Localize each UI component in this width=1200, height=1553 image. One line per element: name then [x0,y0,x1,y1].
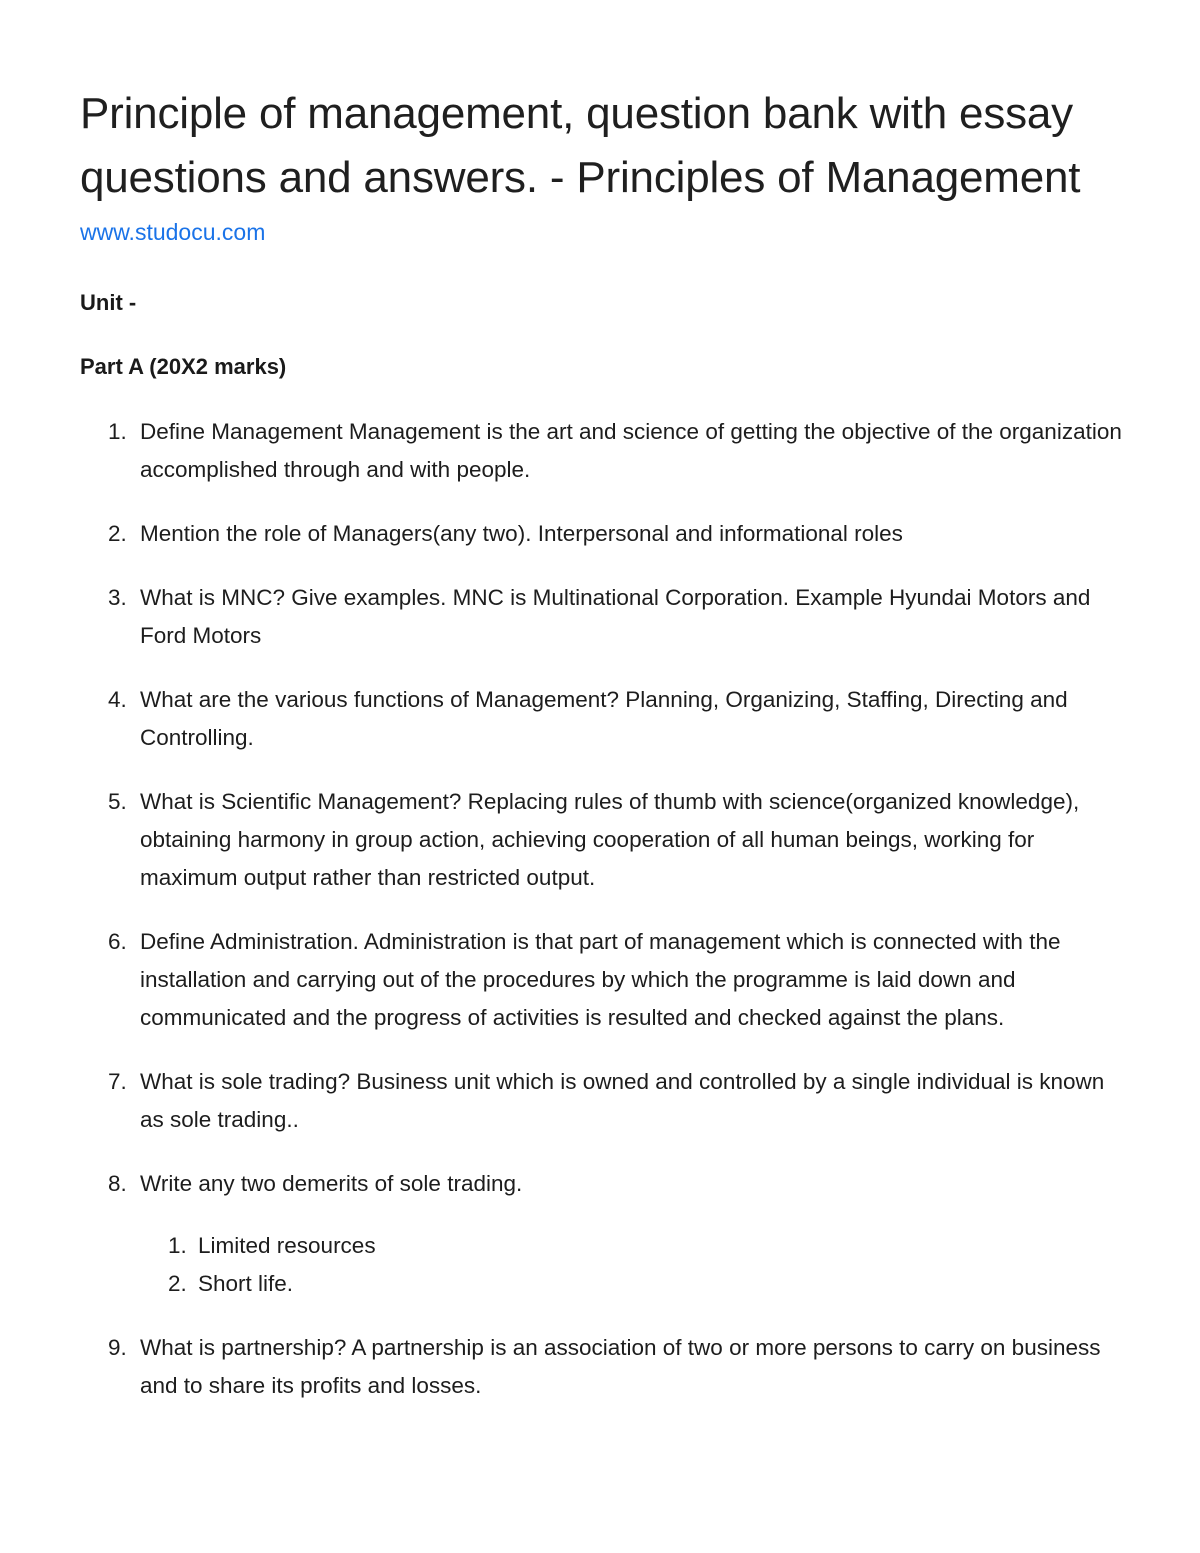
item-text: What are the various functions of Management? Planning, Organizing, Staffing, Directing and Controlling. [140,687,1068,750]
item-number: 4. [108,687,127,712]
item-number: 3. [108,585,127,610]
item-number: 7. [108,1069,127,1094]
item-text: What is sole trading? Business unit which is owned and controlled by a single individual is known as sole trading.. [140,1069,1105,1132]
sub-list [140,1227,1130,1303]
part-heading: Part A (20X2 marks) [80,354,287,379]
sub-item-text: Limited resources [198,1233,376,1258]
item-number: 2. [108,521,127,546]
list-item [80,1165,1130,1303]
list-item [80,515,1130,553]
item-number: 9. [108,1335,127,1360]
item-text: What is Scientific Management? Replacing rules of thumb with science(organized knowledge), obtaining harmony in group action, achieving cooperation of all human beings, working for maximum output rather than restricted output. [140,789,1080,890]
item-number: 1. [108,419,127,444]
source-link[interactable]: www.studocu.com [80,219,266,245]
question-list [80,413,1130,1431]
sub-list-item [140,1265,1130,1303]
unit-heading: Unit - [80,290,137,315]
sub-item-text: Short life. [198,1271,294,1296]
item-text: Mention the role of Managers(any two). Interpersonal and informational roles [140,521,903,546]
list-item [80,1063,1130,1139]
page-title: Principle of management, question bank with essay questions and answers. - Principles of Management [80,89,1081,202]
sub-item-number: 2. [168,1271,187,1296]
list-item [80,923,1130,1037]
list-item [80,413,1130,489]
list-item [80,579,1130,655]
list-item [80,783,1130,897]
sub-list-item [140,1227,1130,1265]
item-text: Define Management Management is the art and science of getting the objective of the organization accomplished through and with people. [140,419,1122,482]
item-text: What is partnership? A partnership is an association of two or more persons to carry on business and to share its profits and losses. [140,1335,1101,1398]
list-item [80,1329,1130,1405]
item-number: 5. [108,789,127,814]
item-number: 8. [108,1171,127,1196]
item-number: 6. [108,929,127,954]
item-text: Write any two demerits of sole trading. [140,1171,523,1196]
list-item [80,681,1130,757]
item-text: Define Administration. Administration is that part of management which is connected with the installation and carrying out of the procedures by which the programme is laid down and communicated and the progress of activities is resulted and checked against the plans. [140,929,1061,1030]
item-text: What is MNC? Give examples. MNC is Multinational Corporation. Example Hyundai Motors and Ford Motors [140,585,1091,648]
sub-item-number: 1. [168,1233,187,1258]
